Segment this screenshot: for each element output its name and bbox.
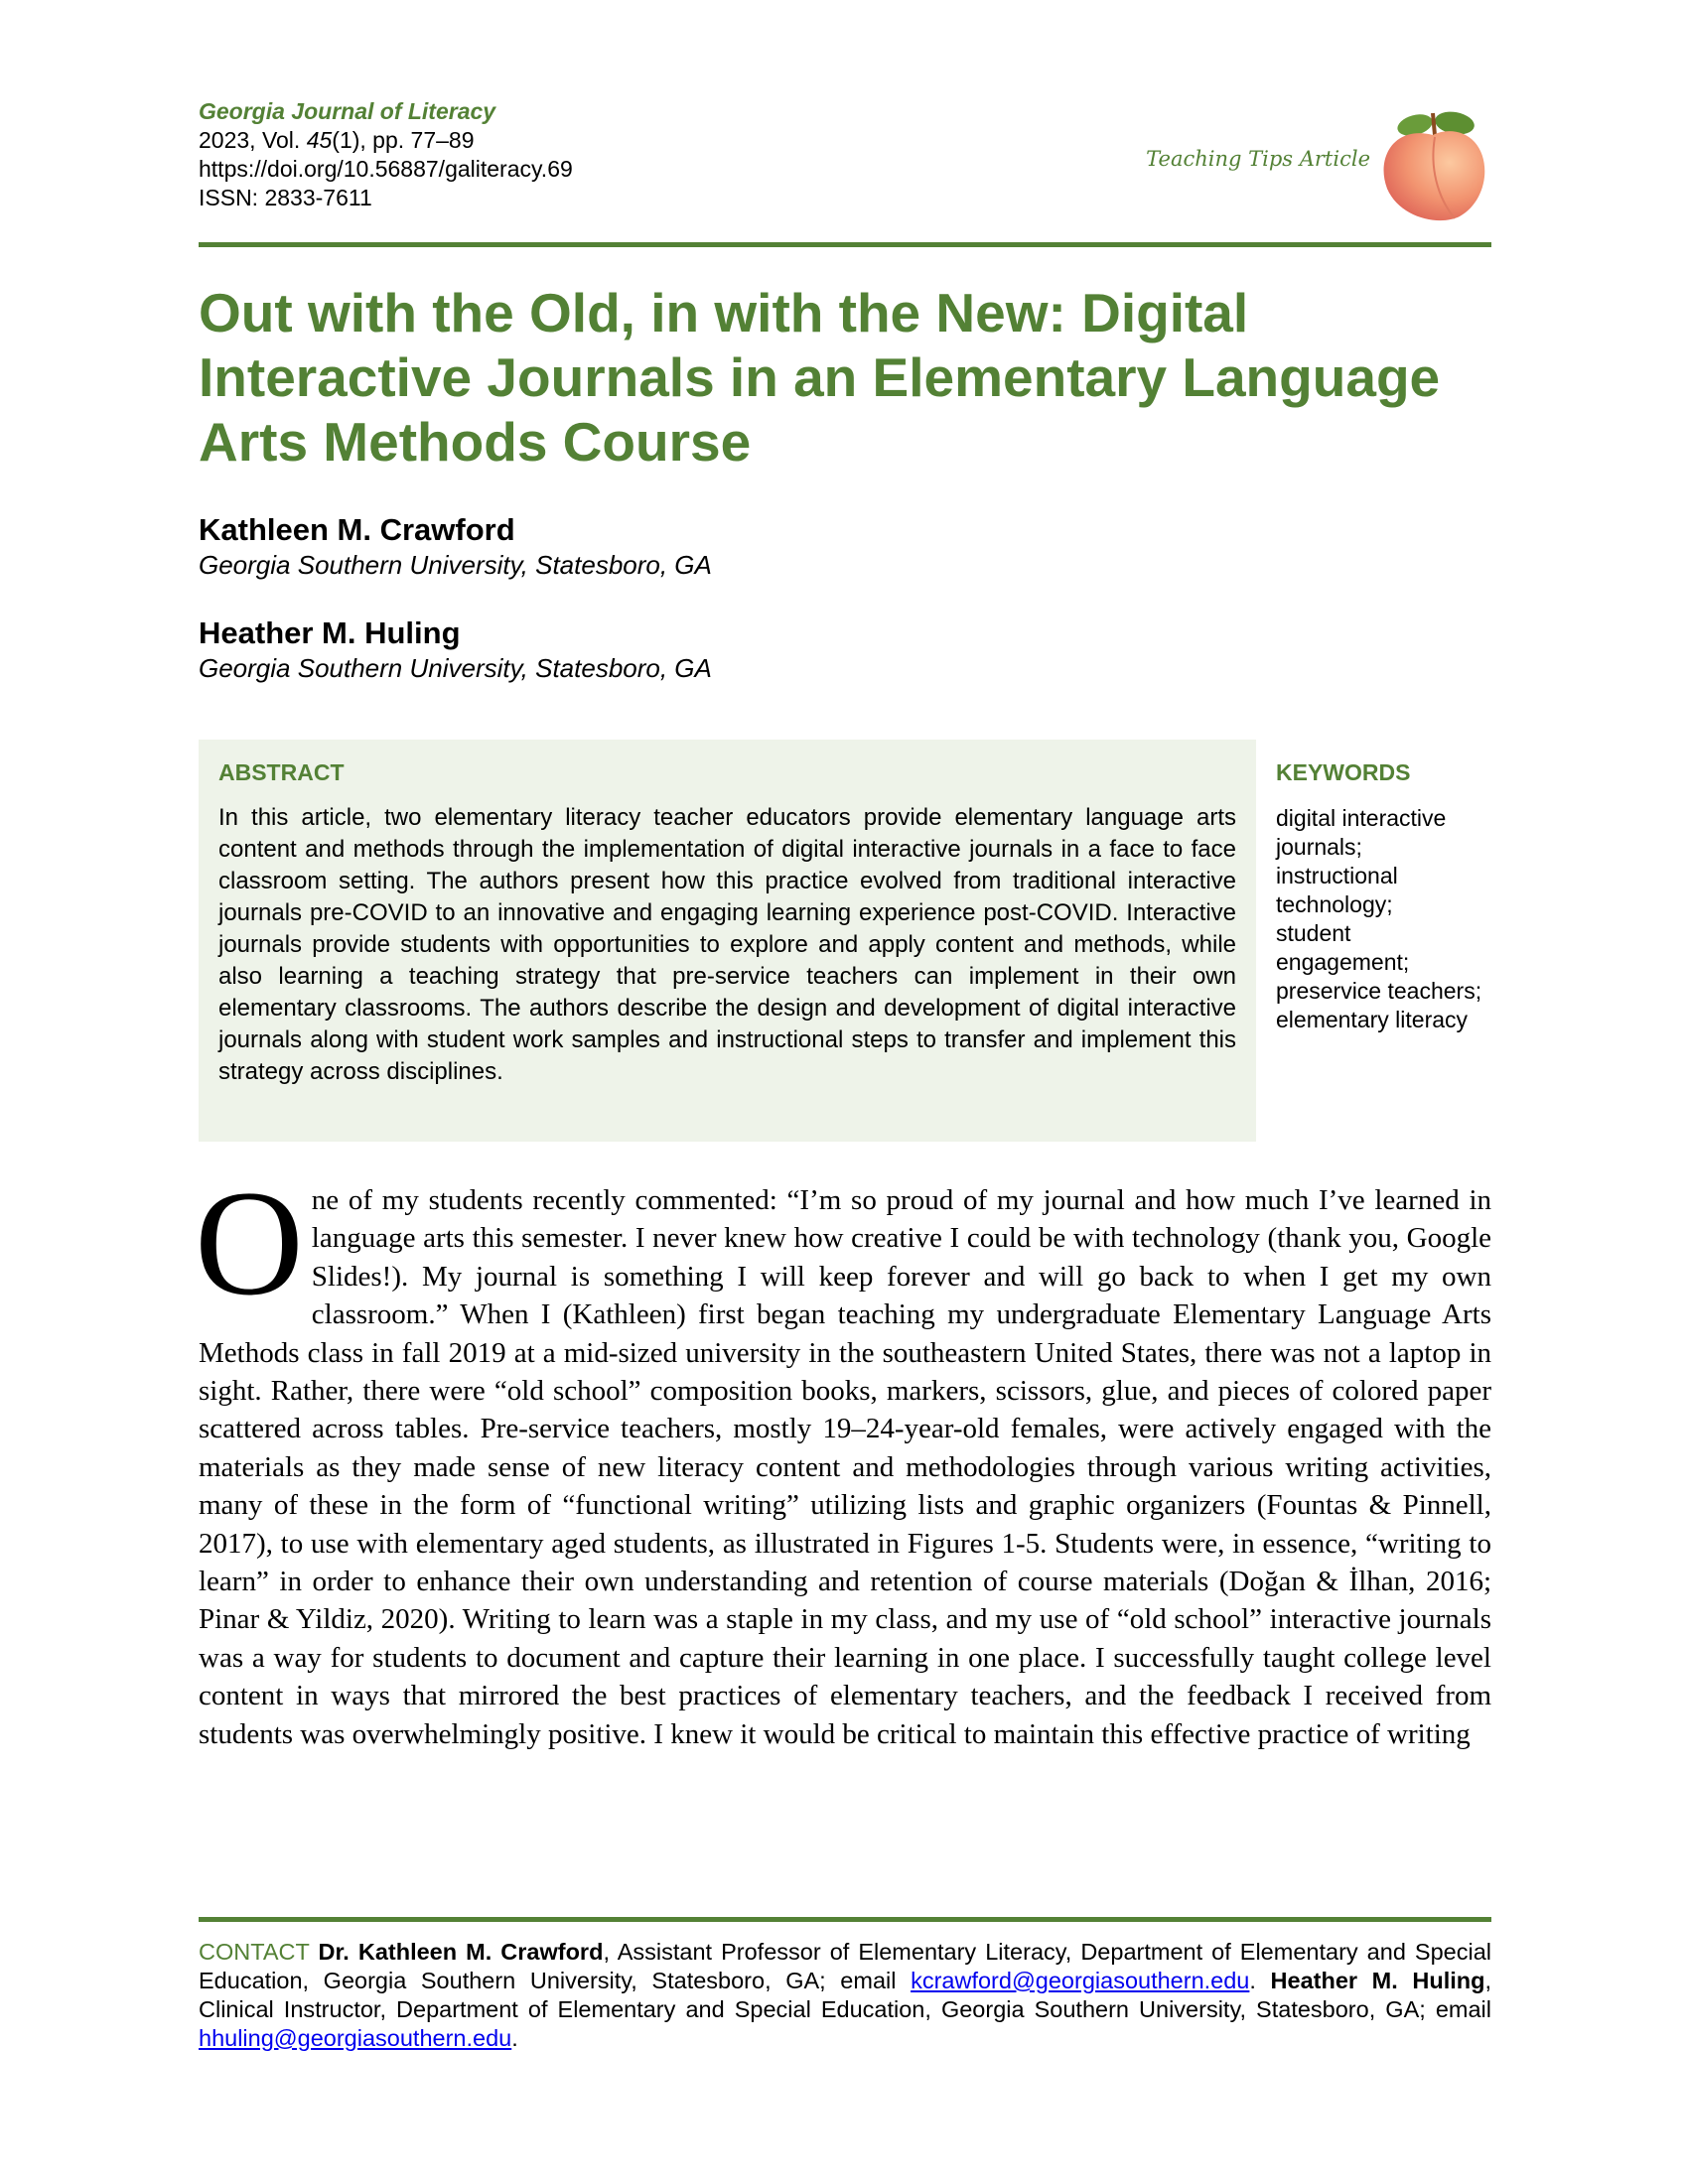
abstract-label: ABSTRACT xyxy=(218,759,345,785)
citation xyxy=(199,126,573,155)
keyword: digital interactive journals; xyxy=(1276,805,1447,860)
citation-year: 2023, Vol. xyxy=(199,127,307,153)
issn: ISSN: 2833-7611 xyxy=(199,185,372,210)
author-affiliation: Georgia Southern University, Statesboro, GA xyxy=(199,550,712,580)
peach-logo-icon xyxy=(1375,107,1489,224)
email-link[interactable]: kcrawford@georgiasouthern.edu xyxy=(911,1968,1250,1993)
contact-label: CONTACT xyxy=(199,1939,310,1965)
article-type: Teaching Tips Article xyxy=(1146,147,1370,171)
journal-name: Georgia Journal of Literacy xyxy=(199,98,496,124)
contact-info: CONTACT Dr. Kathleen M. Crawford, Assistant Professor of Elementary Literacy, Department of Elementary and Special Education, Georgia Southern University, Statesboro, GA; email kcrawford@georgiasouthern.edu. Heather M. Huling, Clinical Instructor, Department of Elementary and Special Education, Georgia Southern University, Statesboro, GA; email hhuling@georgiasouthern.edu. xyxy=(199,1939,1492,2051)
keyword: student engagement; xyxy=(1276,920,1410,975)
email-link[interactable]: hhuling@georgiasouthern.edu xyxy=(199,2025,512,2051)
article-title: Out with the Old, in with the New: Digital Interactive Journals in an Elementary Language Arts Methods Course xyxy=(199,282,1441,473)
author-name: Kathleen M. Crawford xyxy=(199,512,515,547)
doi[interactable]: https://doi.org/10.56887/galiteracy.69 xyxy=(199,156,573,182)
keywords-list xyxy=(1276,804,1484,1034)
volume: 45 xyxy=(306,127,333,153)
journal-header xyxy=(199,97,573,212)
keyword: elementary literacy xyxy=(1276,1007,1469,1032)
author-name: Heather M. Huling xyxy=(199,615,461,650)
keyword: instructional technology; xyxy=(1276,863,1398,917)
issue-pages: (1), pp. 77–89 xyxy=(332,127,475,153)
contact-details: , Assistant Professor of Elementary Literacy, Department of Elementary and Special Education, Georgia Southern University, Statesboro, GA; email xyxy=(199,1939,1492,1993)
body-paragraph xyxy=(195,1160,1491,1753)
keywords-label: KEYWORDS xyxy=(1276,759,1411,785)
footer-rule xyxy=(199,1917,1491,1922)
body-text: ne of my students recently commented: “I’m so proud of my journal and how much I’ve learned in language arts this semester. I never knew how creative I could be with technology (thank you, Google Slides!). My journal is something I will keep forever and will go back to when I get my own classroom.” When I (Kathleen) first began teaching my undergraduate Elementary Language Arts Methods class in fall 2019 at a mid-sized university in the southeastern United States, there was not a laptop in sight. Rather, there were “old school” composition books, markers, scissors, glue, and pieces of colored paper scattered across tables. Pre-service teachers, mostly 19–24-year-old females, were actively engaged with the materials as they made sense of new literacy content and methodologies through various writing activities, many of these in the form of “functional writing” utilizing lists and graphic organizers (Fountas & Pinnell, 2017), to use with elementary aged students, as illustrated in Figures 1-5. Students were, in essence, “writing to learn” in order to enhance their own understanding and retention of course materials (Doğan & İlhan, 2016; Pinar & Yildiz, 2020). Writing to learn was a staple in my class, and my use of “old school” interactive journals was a way for students to document and capture their learning in one place. I successfully taught college level content in ways that mirrored the best practices of elementary teachers, and the feedback I received from students was overwhelmingly positive. I knew it would be critical to maintain this effective practice of writing xyxy=(199,1184,1491,1750)
author-affiliation: Georgia Southern University, Statesboro, GA xyxy=(199,653,712,683)
contact-name: Dr. Kathleen M. Crawford xyxy=(318,1939,604,1965)
keyword: preservice teachers; xyxy=(1276,978,1482,1004)
header-rule xyxy=(199,242,1491,247)
contact-details: , Clinical Instructor, Department of Elementary and Special Education, Georgia Southern University, Statesboro, GA; email xyxy=(199,1968,1491,2022)
abstract-text: In this article, two elementary literacy teacher educators provide elementary language arts content and methods through the implementation of digital interactive journals in a face to face classroom setting. The authors present how this practice evolved from traditional interactive journals pre-COVID to an innovative and engaging learning experience post-COVID. Interactive journals provide students with opportunities to explore and apply content and methods, while also learning a teaching strategy that pre-service teachers can implement in their own elementary classrooms. The authors describe the design and development of digital interactive journals along with student work samples and instructional steps to transfer and implement this strategy across disciplines. xyxy=(218,804,1236,1085)
drop-cap: O xyxy=(195,1160,304,1326)
contact-name: Heather M. Huling xyxy=(1270,1968,1485,1993)
